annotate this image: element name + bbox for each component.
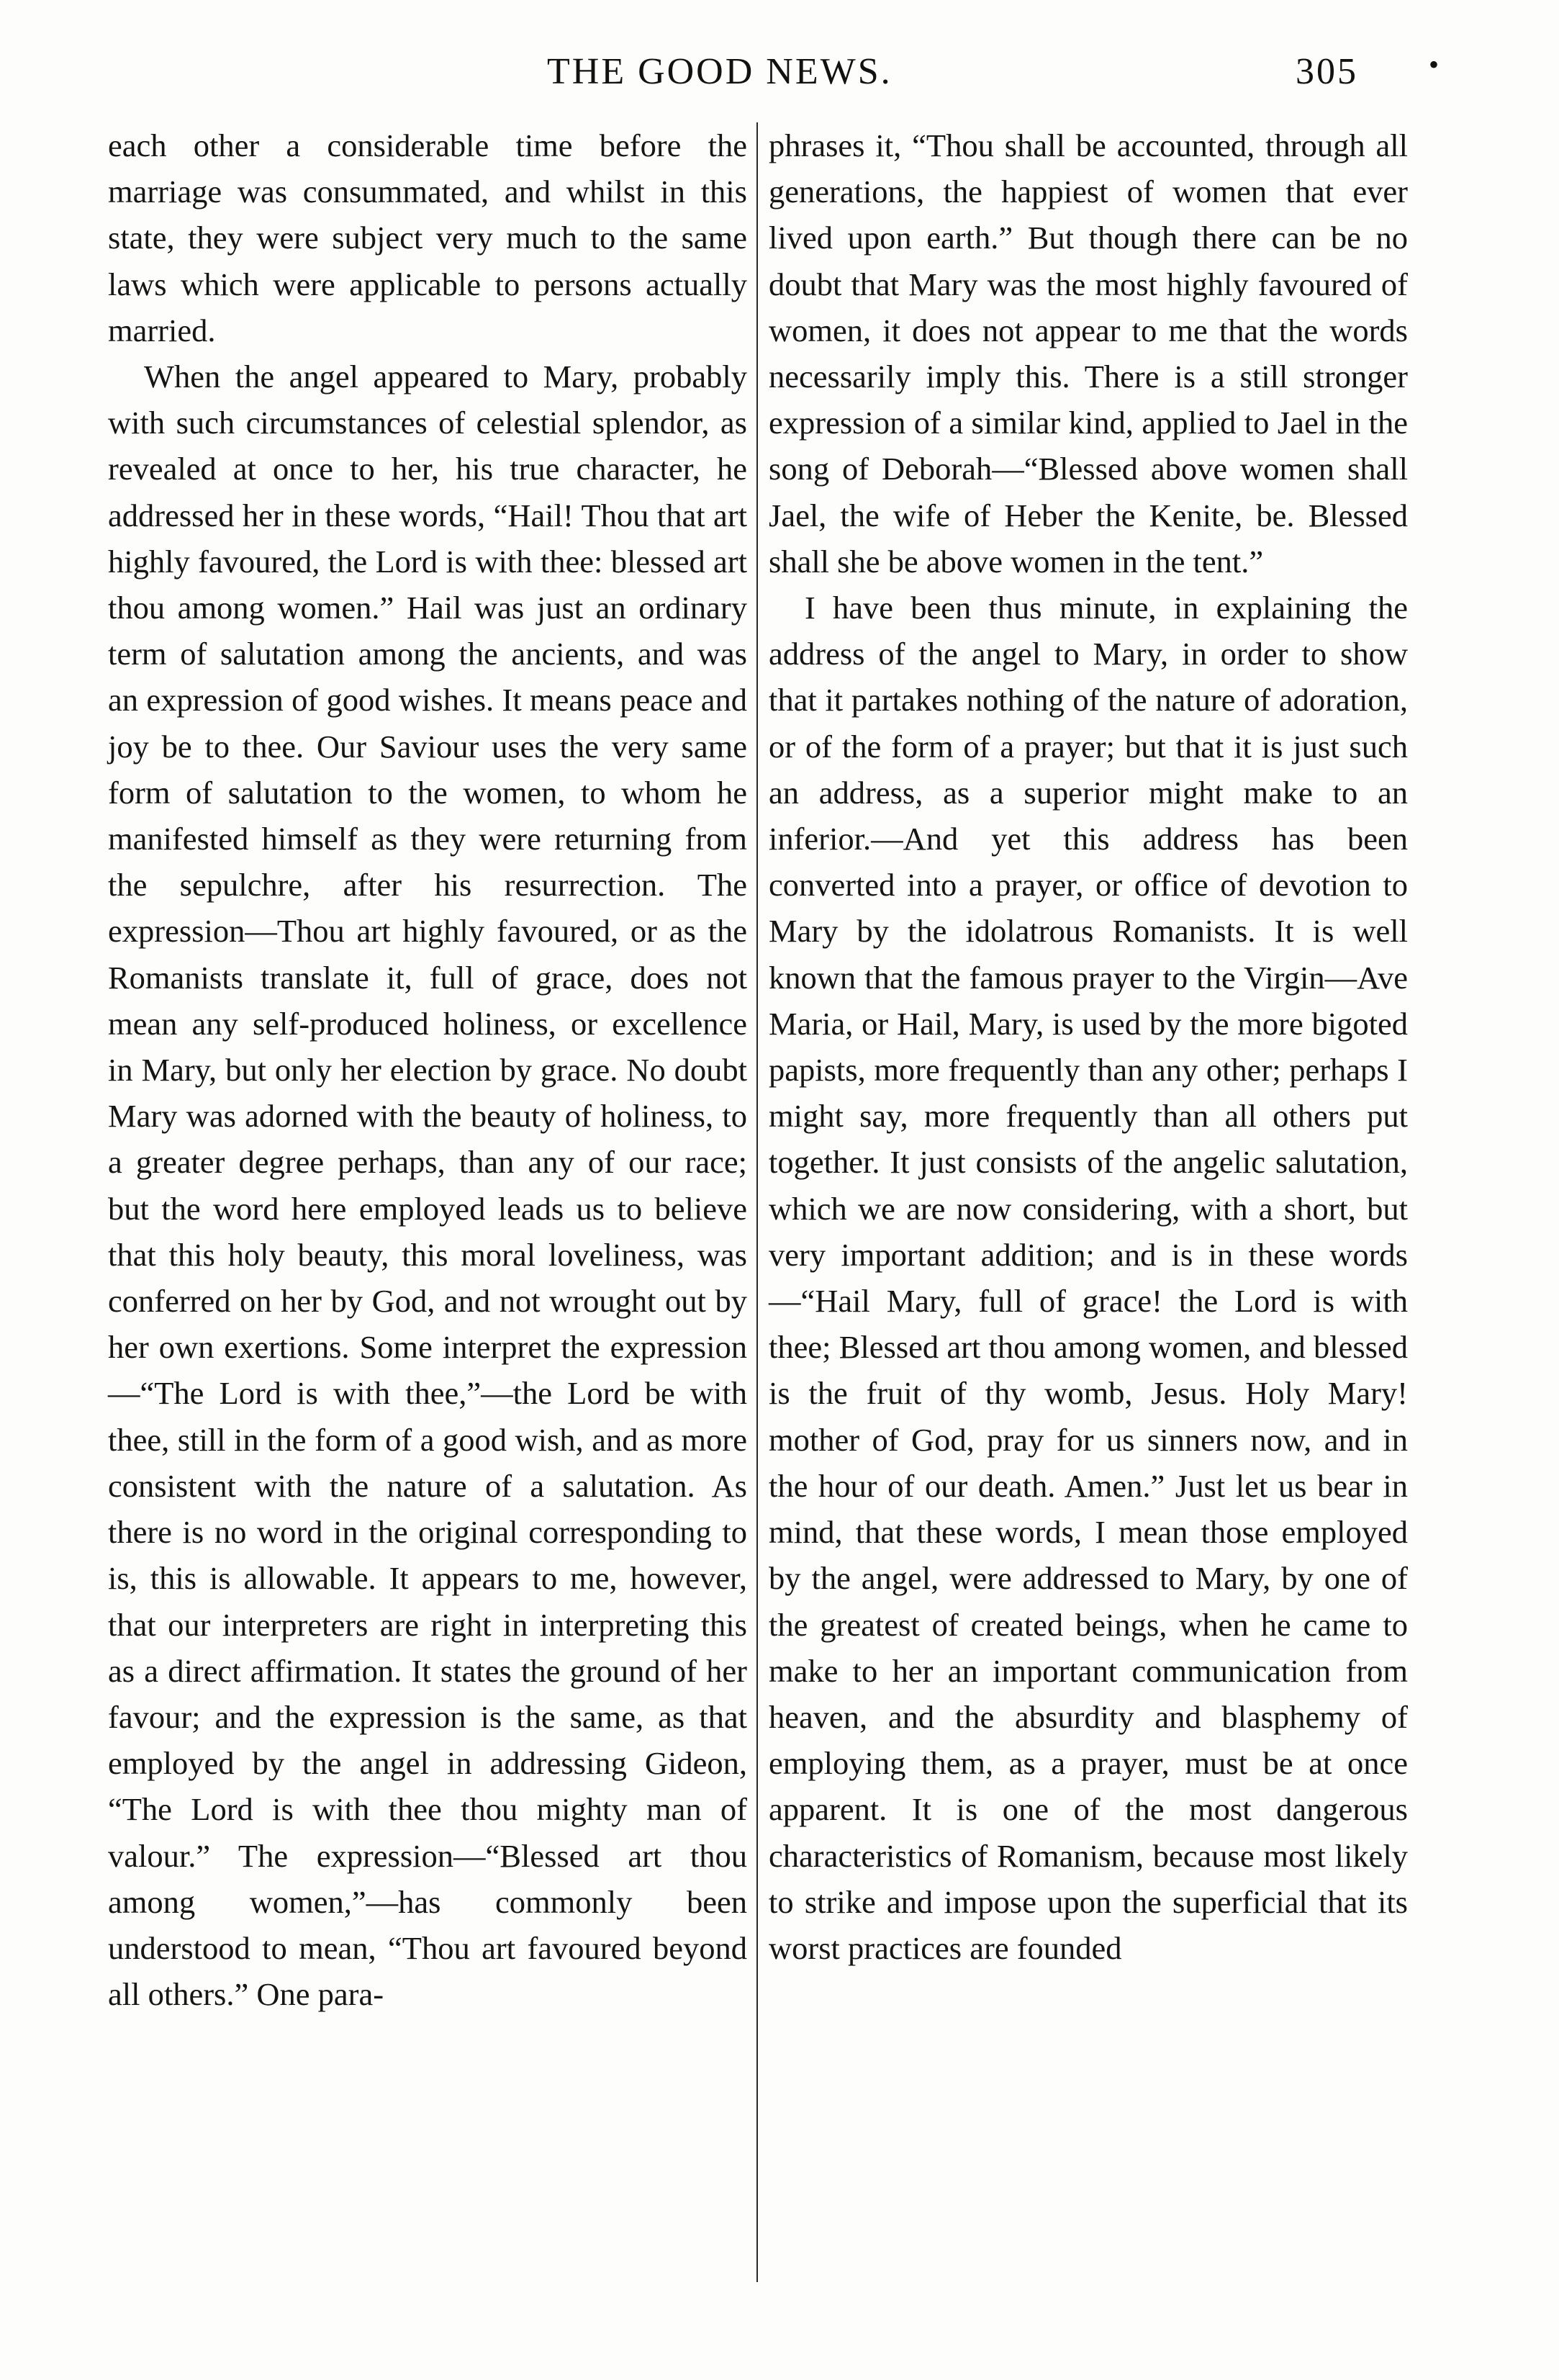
running-header xyxy=(108,50,1476,108)
margin-mark: • xyxy=(1429,48,1442,81)
page-number: 305 xyxy=(1296,51,1358,92)
paragraph: When the angel appeared to Mary, probably with such circumstances of celestial splendor, as revealed at once to her, his true character, he addressed her in these words, “Hail! Thou that art highly favoured, the Lord is with thee: blessed art thou among women.” Hail was just an ordinary term of salutation among the ancients, and was an expression of good wishes. It means peace and joy be to thee. Our Saviour uses the very same form of salutation to the women, to whom he manifested himself as they were returning from the sepulchre, after his resurrection. The expression—Thou art highly favoured, or as the Romanists translate it, full of grace, does not mean any self-produced holiness, or excellence in Mary, but only her election by grace. No doubt Mary was adorned with the beauty of holiness, to a greater degree perhaps, than any of our race; but the word here employed leads us to believe that this holy beauty, this moral loveliness, was conferred on her by God, and not wrought out by her own exertions. Some interpret the expression—“The Lord is with thee,”—the Lord be with thee, still in the form of a good wish, and as more consistent with the nature of a salutation. As there is no word in the original corresponding to is, this is allowable. It appears to me, however, that our interpreters are right in interpreting this as a direct affirmation. It states the ground of her favour; and the expression is the same, as that employed by the angel in addressing Gideon, “The Lord is with thee thou mighty man of valour.” The expression—“Blessed art thou among women,”—has commonly been understood to mean, “Thou art favoured beyond all others.” One para- xyxy=(108,359,747,2013)
paragraph: I have been thus minute, in explaining the address of the angel to Mary, in order to show that it partakes nothing of the nature of adoration, or of the form of a prayer; but that it is just such an address, as a superior might make to an inferior.—And yet this address has been converted into a prayer, or office of devotion to Mary by the idolatrous Romanists. It is well known that the famous prayer to the Virgin—Ave Maria, or Hail, Mary, is used by the more bigoted papists, more frequently than any other; perhaps I might say, more frequently than all others put together. It just consists of the angelic salutation, which we are now considering, with a short, but very important addition; and is in these words—“Hail Mary, full of grace! the Lord is with thee; Blessed art thou among women, and blessed is the fruit of thy womb, Jesus. Holy Mary! mother of God, pray for us sinners now, and in the hour of our death. Amen.” Just let us bear in mind, that these words, I mean those employed by the angel, were addressed to Mary, by one of the greatest of created beings, when he came to make to her an important communication from heaven, and the absurdity and blasphemy of employing them, as a prayer, must be at once apparent. It is one of the most dangerous characteristics of Romanism, because most likely to strike and impose upon the superficial that its worst practices are founded xyxy=(769,590,1408,1966)
running-title: THE GOOD NEWS. xyxy=(547,51,893,92)
column-divider xyxy=(756,122,758,2282)
right-column xyxy=(769,122,1408,1971)
paragraph: phrases it, “Thou shall be accounted, through all generations, the happiest of women that ever lived upon earth.” But though there can be no doubt that Mary was the most highly favoured of women, it does not appear to me that the words necessarily imply this. There is a still stronger expression of a similar kind, applied to Jael in the song of Deborah—“Blessed above women shall Jael, the wife of Heber the Kenite, be. Blessed shall she be above women in the tent.” xyxy=(769,127,1408,580)
left-column xyxy=(108,122,747,2017)
paragraph: each other a considerable time before the marriage was consummated, and whilst in this state, they were subject very much to the same laws which were applicable to persons actually married. xyxy=(108,127,747,348)
